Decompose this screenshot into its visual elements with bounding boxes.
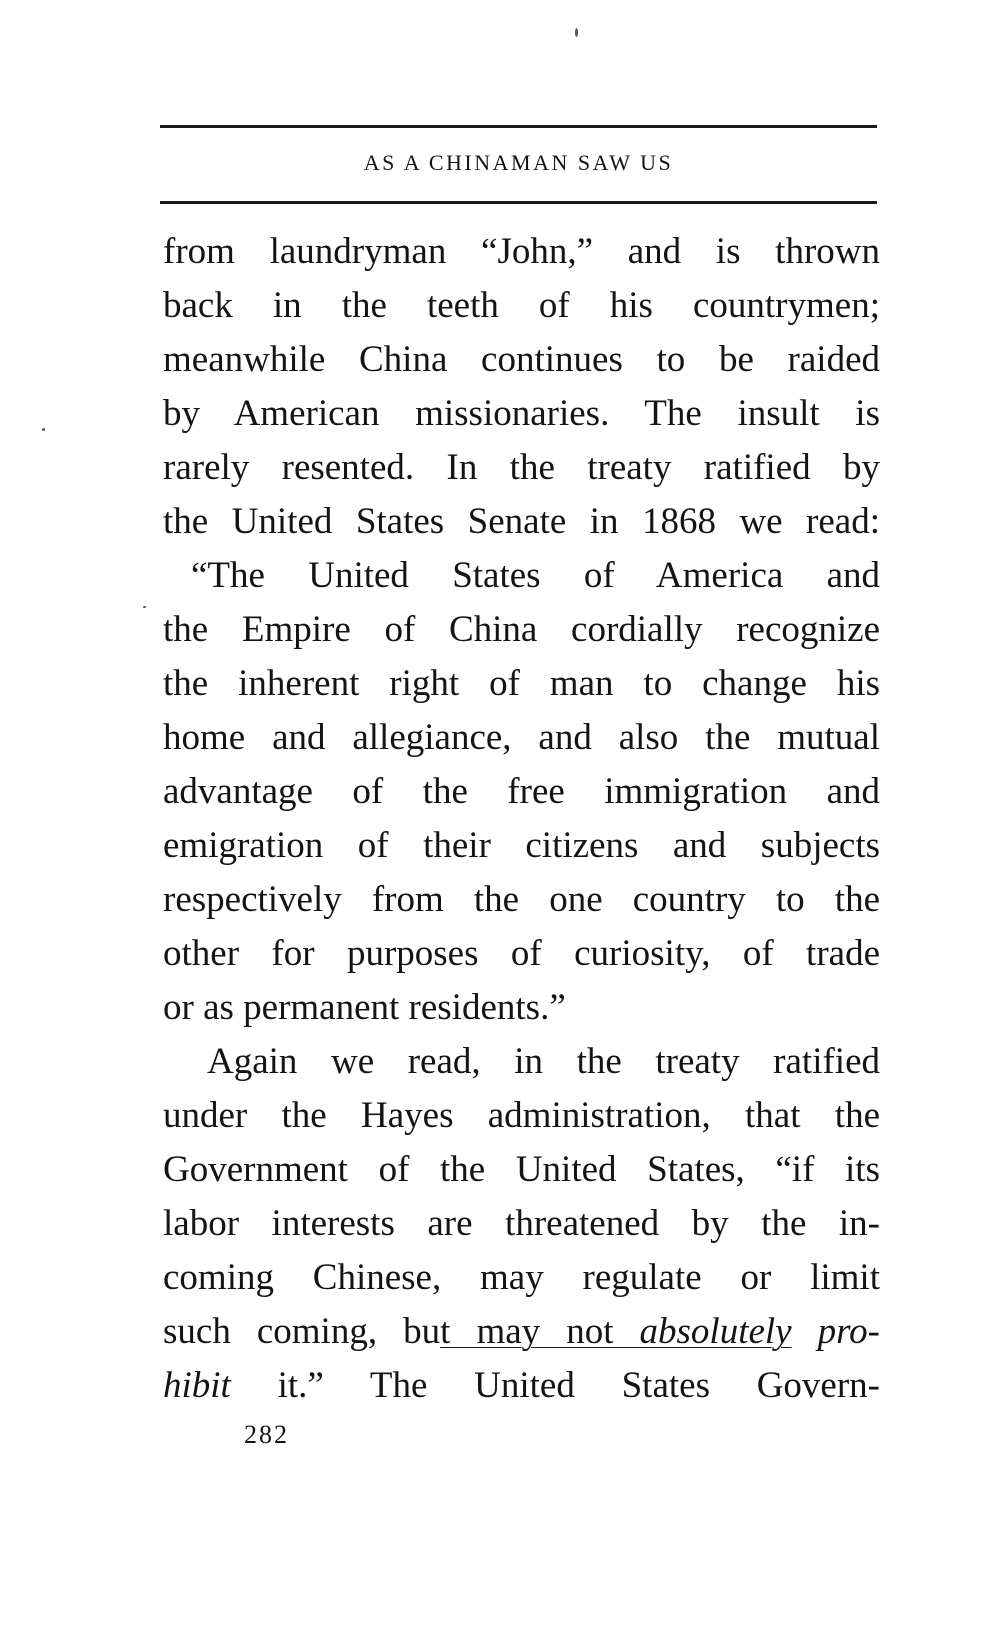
text-line: under the Hayes administration, that the [163,1095,880,1136]
text-line: coming Chinese, may regulate or limit [163,1257,880,1298]
text-line: Government of the United States, “if its [163,1149,880,1190]
text-line: the inherent right of man to change his [163,663,880,704]
ink-speck [575,28,578,37]
text-line: home and allegiance, and also the mutual [163,717,880,758]
italic-run: pro- [791,1311,880,1352]
text-line: rarely resented. In the treaty ratified by [163,447,880,488]
underlined-run: t may not [440,1311,640,1352]
body-text [163,225,880,1413]
text-line: emigration of their citizens and subjects [163,825,880,866]
text-line: “The United States of America and [191,555,880,596]
page-number: 282 [244,1420,289,1449]
text-line: back in the teeth of his countrymen; [163,285,880,326]
text-line [163,1359,880,1413]
running-head: AS A CHINAMAN SAW US [363,150,674,175]
text-line: labor interests are threatened by the in- [163,1203,880,1244]
text-line [163,1305,880,1359]
ink-speck [42,428,45,431]
text-run: it.” The United States Govern- [230,1365,880,1406]
header-rule-top [160,125,877,128]
text-run: such coming, bu [163,1311,441,1352]
header-rule-bottom [160,201,877,204]
text-line: other for purposes of curiosity, of trade [163,933,880,974]
text-line: from laundryman “John,” and is thrown [163,231,880,272]
text-line: Again we read, in the treaty ratified [207,1041,880,1082]
italic-underlined-run: absolutely [639,1311,792,1352]
ink-speck [143,606,146,608]
text-line: meanwhile China continues to be raided [163,339,880,380]
text-line: the Empire of China cordially recognize [163,609,880,650]
text-line: or as permanent residents.” [163,987,566,1028]
italic-run: hibit [163,1365,231,1406]
text-line: respectively from the one country to the [163,879,880,920]
text-line: by American missionaries. The insult is [163,393,880,434]
text-line: the United States Senate in 1868 we read: [163,501,880,542]
text-line: advantage of the free immigration and [163,771,880,812]
